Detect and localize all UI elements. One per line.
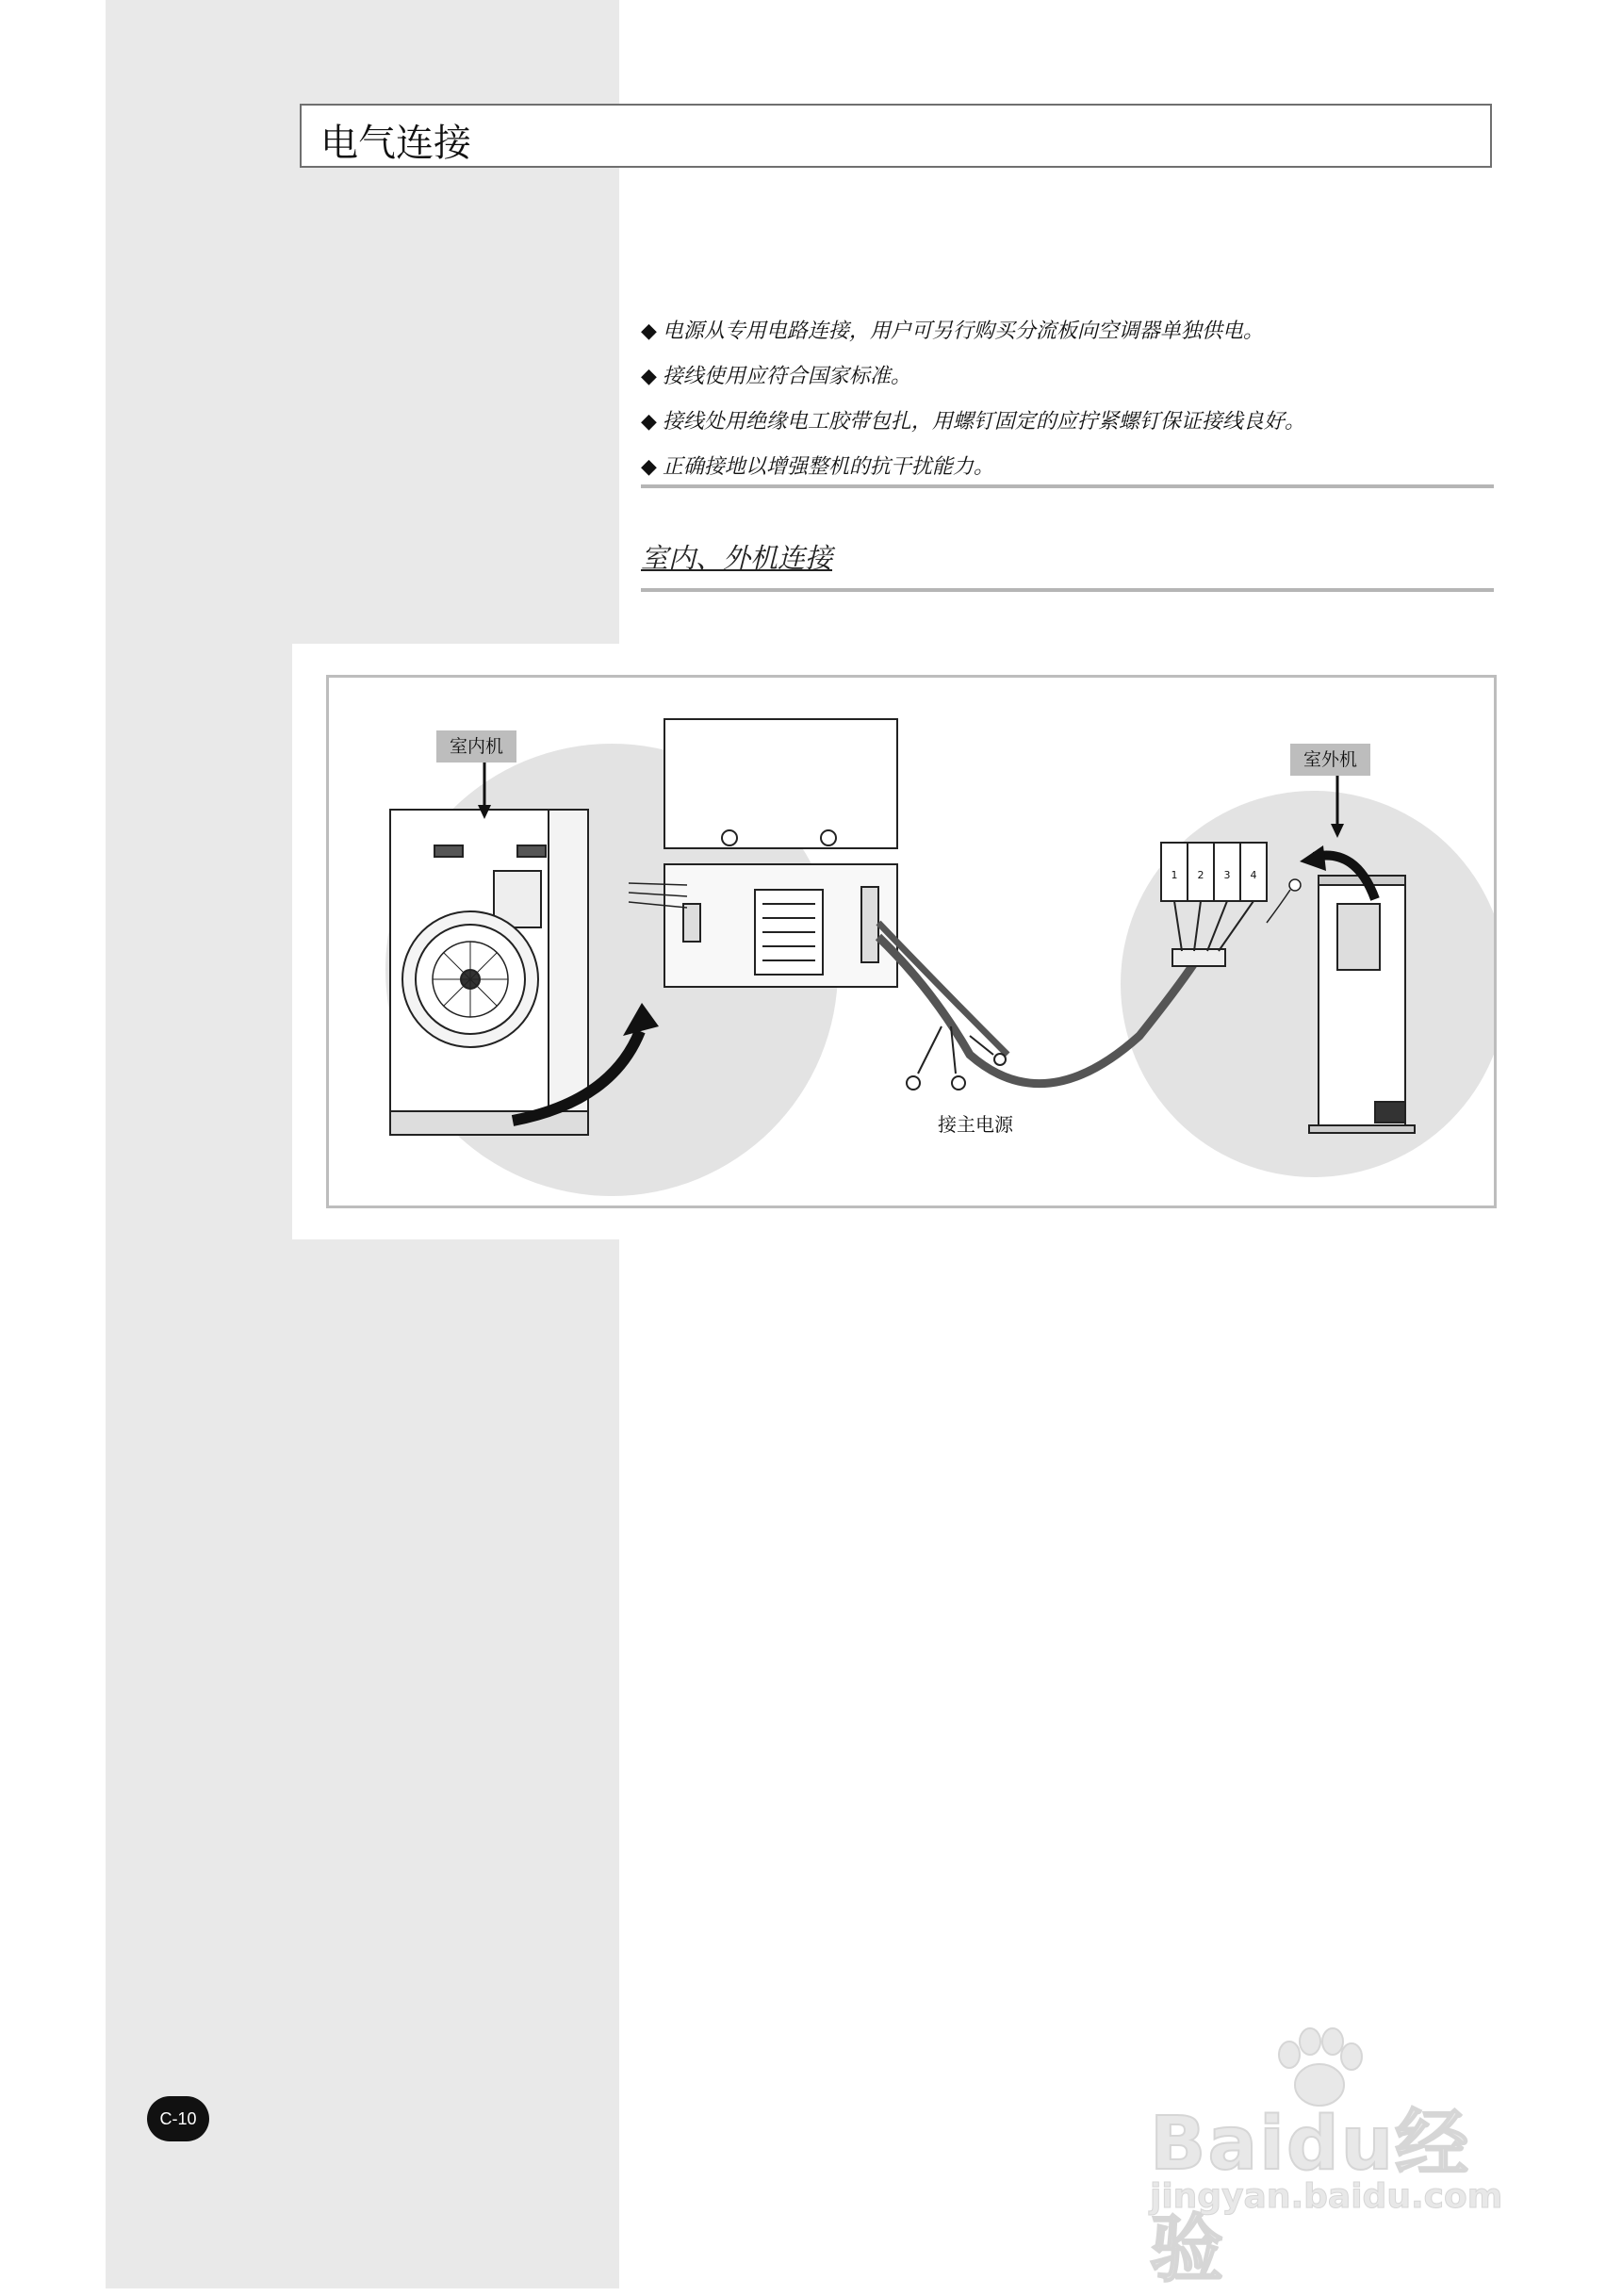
list-item bbox=[641, 309, 1494, 354]
outdoor-unit-label: 室外机 bbox=[1290, 744, 1370, 776]
wiring-figure bbox=[326, 675, 1497, 1208]
terminal-label: 2 bbox=[1197, 869, 1204, 881]
terminal-label: 4 bbox=[1250, 869, 1257, 881]
section-title: 电气连接 bbox=[320, 122, 471, 165]
electrical-box bbox=[664, 864, 897, 987]
bullet-text: 电源从专用电路连接，用户可另行购买分流板向空调器单独供电。 bbox=[662, 320, 1264, 343]
watermark-brand: Baidu经验 bbox=[1150, 2102, 1471, 2292]
list-item bbox=[641, 445, 1494, 490]
bullet-text: 接线处用绝缘电工胶带包扎，用螺钉固定的应拧紧螺钉保证接线良好。 bbox=[662, 410, 1305, 434]
watermark-url: jingyan.baidu.com bbox=[1150, 2177, 1503, 2216]
section-title-box bbox=[300, 104, 1492, 168]
outdoor-unit-illustration bbox=[1309, 876, 1415, 1133]
power-connection-caption: 接主电源 bbox=[938, 1113, 1013, 1136]
instruction-list bbox=[641, 309, 1494, 490]
list-item bbox=[641, 354, 1494, 400]
baidu-watermark bbox=[1150, 2026, 1536, 2292]
bullet-text: 正确接地以增强整机的抗干扰能力。 bbox=[662, 455, 994, 479]
diamond-bullet-icon: ◆ bbox=[641, 410, 657, 434]
divider bbox=[641, 588, 1494, 592]
list-item bbox=[641, 400, 1494, 445]
subsection-title: 室内、外机连接 bbox=[641, 542, 833, 574]
indoor-unit-label: 室内机 bbox=[436, 730, 516, 763]
diamond-bullet-icon: ◆ bbox=[641, 320, 657, 343]
bullet-text: 接线使用应符合国家标准。 bbox=[662, 365, 911, 388]
divider bbox=[641, 484, 1494, 488]
diamond-bullet-icon: ◆ bbox=[641, 365, 657, 388]
page-number-badge: C-10 bbox=[147, 2096, 209, 2141]
indoor-unit-illustration bbox=[390, 810, 588, 1135]
electrical-box-cover bbox=[664, 719, 897, 848]
terminal-label: 3 bbox=[1223, 869, 1231, 881]
terminal-label: 1 bbox=[1171, 869, 1178, 881]
diamond-bullet-icon: ◆ bbox=[641, 455, 657, 479]
